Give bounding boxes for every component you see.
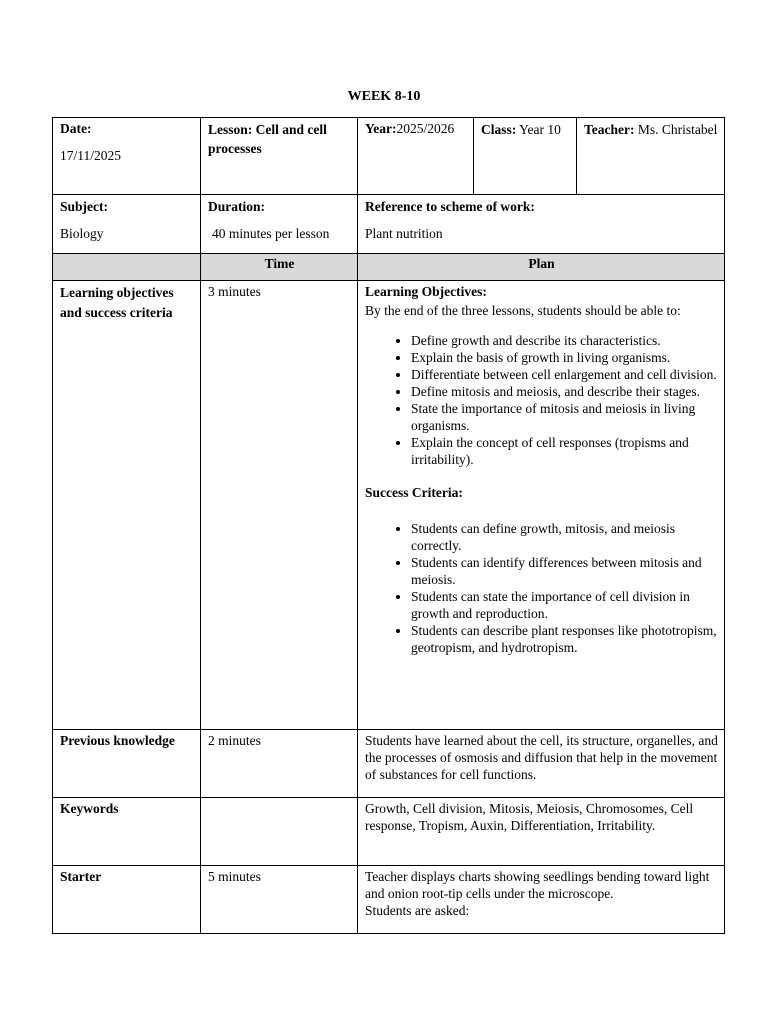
lo-list	[365, 332, 718, 468]
teacher-cell	[577, 118, 725, 195]
starter-label-cell	[53, 866, 201, 934]
page-title: WEEK 8-10	[347, 89, 421, 104]
keywords-label: Keywords	[60, 801, 119, 816]
objectives-time-cell	[201, 281, 358, 730]
duration-value: 40 minutes per lesson	[212, 226, 330, 241]
list-item: • Students can identify differences between mitosis and meiosis.	[411, 554, 718, 588]
previous-knowledge-row	[53, 730, 725, 798]
header-plan: Plan	[358, 254, 725, 281]
class-value: Year 10	[516, 122, 561, 137]
plan-header-row	[53, 254, 725, 281]
list-item: • Define growth and describe its characteristics.	[411, 332, 718, 349]
list-item: • Students can define growth, mitosis, and meiosis correctly.	[411, 520, 718, 554]
keywords-row	[53, 798, 725, 866]
lesson-plan-table	[52, 117, 725, 934]
sc-list	[365, 520, 718, 656]
starter-time-cell	[201, 866, 358, 934]
subject-row	[53, 195, 725, 254]
starter-plan-cell	[358, 866, 725, 934]
year-value: 2025/2026	[396, 121, 455, 136]
reference-label: Reference to scheme of work:	[365, 199, 535, 214]
objectives-label-cell	[53, 281, 201, 730]
teacher-label: Teacher:	[584, 122, 635, 137]
sc-heading: Success Criteria:	[365, 485, 463, 500]
keywords-label-cell	[53, 798, 201, 866]
reference-value: Plant nutrition	[365, 226, 443, 241]
previous-time: 2 minutes	[208, 733, 261, 748]
duration-cell	[201, 195, 358, 254]
list-item: • Differentiate between cell enlargement and cell division.	[411, 366, 718, 383]
list-item: • Explain the basis of growth in living organisms.	[411, 349, 718, 366]
keywords-plan-cell	[358, 798, 725, 866]
previous-time-cell	[201, 730, 358, 798]
subject-label: Subject:	[60, 199, 108, 214]
duration-label: Duration:	[208, 199, 265, 214]
objectives-time: 3 minutes	[208, 284, 261, 299]
list-item: • Students can describe plant responses like phototropism, geotropism, and hydrotropism.	[411, 622, 718, 656]
reference-cell	[358, 195, 725, 254]
objectives-label: Learning objectives and success criteria	[60, 285, 174, 320]
starter-time: 5 minutes	[208, 869, 261, 884]
previous-label: Previous knowledge	[60, 733, 175, 748]
list-item: • State the importance of mitosis and meiosis in living organisms.	[411, 400, 718, 434]
starter-plan-question-intro: Students are asked:	[365, 903, 470, 918]
teacher-value: Ms. Christabel	[634, 122, 718, 137]
keywords-time-cell	[201, 798, 358, 866]
objectives-row	[53, 281, 725, 730]
date-value: 17/11/2025	[60, 148, 122, 163]
subject-cell	[53, 195, 201, 254]
list-item: • Students can state the importance of cell division in growth and reproduction.	[411, 588, 718, 622]
previous-plan-cell	[358, 730, 725, 798]
previous-plan: Students have learned about the cell, its structure, organelles, and the processes of osmosis and diffusion that help in the movement of substances for cell functions.	[365, 733, 718, 782]
lo-heading: Learning Objectives:	[365, 284, 487, 299]
list-item: • Explain the concept of cell responses (tropisms and irritability).	[411, 434, 718, 468]
class-label: Class:	[481, 122, 517, 137]
starter-plan: Teacher displays charts showing seedlings bending toward light and onion root-tip cells under the microscope.	[365, 869, 710, 901]
keywords-plan: Growth, Cell division, Mitosis, Meiosis, Chromosomes, Cell response, Tropism, Auxin, Differentiation, Irritability.	[365, 801, 694, 833]
year-cell	[358, 118, 474, 195]
subject-value: Biology	[60, 226, 104, 241]
date-label: Date:	[60, 121, 92, 136]
info-row	[53, 118, 725, 195]
list-item: • Define mitosis and meiosis, and describe their stages.	[411, 383, 718, 400]
class-cell	[474, 118, 577, 195]
lesson-cell	[201, 118, 358, 195]
header-time: Time	[201, 254, 358, 281]
lo-intro: By the end of the three lessons, students should be able to:	[365, 303, 681, 318]
date-cell	[53, 118, 201, 195]
lesson-label: Lesson: Cell and cell processes	[208, 122, 327, 156]
previous-label-cell	[53, 730, 201, 798]
header-blank-cell	[53, 254, 201, 281]
year-label: Year:	[365, 121, 397, 136]
objectives-plan-cell	[358, 281, 725, 730]
starter-label: Starter	[60, 869, 102, 884]
starter-row	[53, 866, 725, 934]
